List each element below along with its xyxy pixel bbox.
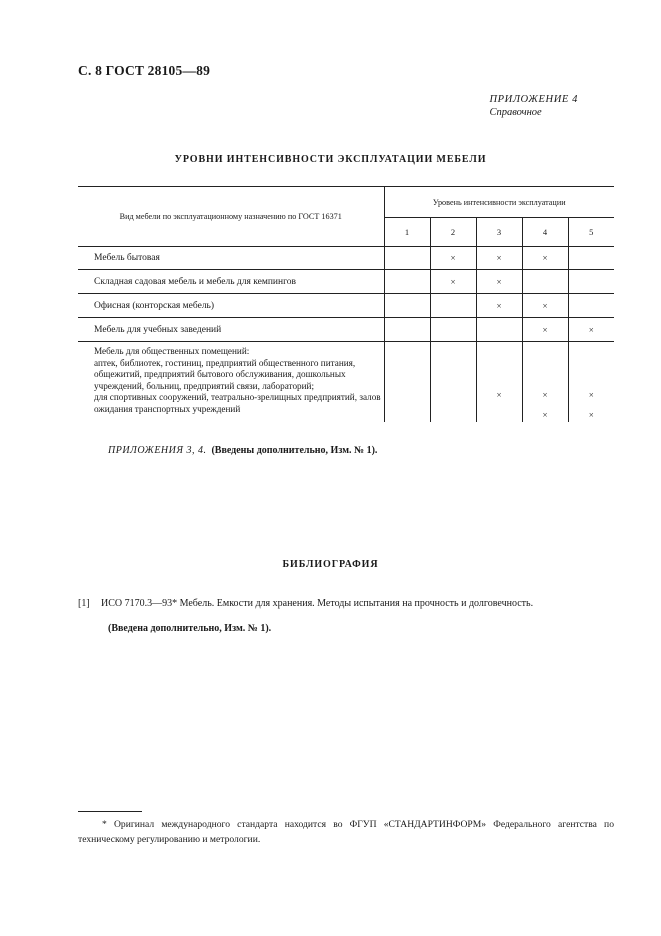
row-mark: × [542,410,548,420]
table-title: УРОВНИ ИНТЕНСИВНОСТИ ЭКСПЛУАТАЦИИ МЕБЕЛИ [174,154,487,165]
bibliography-item [78,598,533,609]
page-header: С. 8 ГОСТ 28105—89 [78,63,211,78]
note-appendices: ПРИЛОЖЕНИЯ 3, 4. [108,445,207,456]
table-row [78,342,614,423]
row-mark [431,410,476,422]
public-premises-sub2: для спортивных сооружений, театрально-зрелищных предприятий, залов ожидания транспортных учреждений [94,392,381,414]
header-intensity-level: Уровень интенсивности эксплуатации [384,187,614,218]
row-mark [430,318,476,342]
row-mark [385,390,430,402]
table-row [78,247,614,270]
public-premises-cell [78,342,384,423]
table-row [78,294,614,318]
row-mark [522,270,568,294]
row-mark: × [496,390,502,400]
row-mark: × [522,318,568,342]
level-3: 3 [476,218,522,247]
public-marks-4 [522,342,568,423]
table-row [78,270,614,294]
row-mark: × [476,294,522,318]
footnote-rule [78,811,142,812]
row-mark [430,294,476,318]
public-premises-name: Мебель для общественных помещений: [94,346,250,356]
row-mark: × [430,270,476,294]
intensity-table [78,186,614,422]
row-mark: × [476,270,522,294]
row-name: Складная садовая мебель и мебель для кемпингов [78,270,384,294]
footnote: * Оригинал международного стандарта находится во ФГУП «СТАНДАРТИНФОРМ» Федерального агентства по техническому регулированию и метрологии. [78,819,614,845]
row-mark [384,270,430,294]
row-mark: × [430,247,476,270]
public-marks-2 [430,342,476,423]
header-furniture-kind: Вид мебели по эксплуатационному назначению по ГОСТ 16371 [78,187,384,247]
row-mark [568,247,614,270]
bibliography-index: [1] [78,598,90,609]
bibliography-amendment-note: (Введена дополнительно, Изм. № 1). [108,623,272,634]
row-mark: × [542,390,548,400]
bibliography-title: БИБЛИОГРАФИЯ [282,559,379,570]
row-mark [384,294,430,318]
level-4: 4 [522,218,568,247]
level-1: 1 [384,218,430,247]
row-mark [384,247,430,270]
row-mark: × [588,410,594,420]
appendix-label [489,93,578,119]
row-name: Мебель для учебных заведений [78,318,384,342]
row-mark: × [588,390,594,400]
row-mark [568,270,614,294]
row-mark [476,318,522,342]
row-mark: × [568,318,614,342]
bibliography-text: ИСО 7170.3—93* Мебель. Емкости для хранения. Методы испытания на прочность и долговечность. [101,598,534,609]
row-mark [477,410,522,422]
row-mark [385,410,430,422]
row-mark: × [522,294,568,318]
level-5: 5 [568,218,614,247]
row-mark [568,294,614,318]
public-premises-sub1: аптек, библиотек, гостиниц, предприятий общественного питания, общежитий, предприятий бытового обслуживания, дошкольных учреждений, больниц, предприятий связи, лабораторий; [94,357,356,391]
table-row [78,318,614,342]
public-marks-5 [568,342,614,423]
note-amendment: (Введены дополнительно, Изм. № 1). [211,445,378,456]
row-mark [431,390,476,402]
appendix-number: ПРИЛОЖЕНИЕ 4 [489,94,578,105]
appendix-type: Справочное [489,107,542,118]
row-name: Мебель бытовая [78,247,384,270]
row-name: Офисная (конторская мебель) [78,294,384,318]
row-mark: × [522,247,568,270]
level-2: 2 [430,218,476,247]
public-marks-3 [476,342,522,423]
row-mark: × [476,247,522,270]
public-marks-1 [384,342,430,423]
row-mark [384,318,430,342]
appendix-amendment-note [108,445,377,456]
